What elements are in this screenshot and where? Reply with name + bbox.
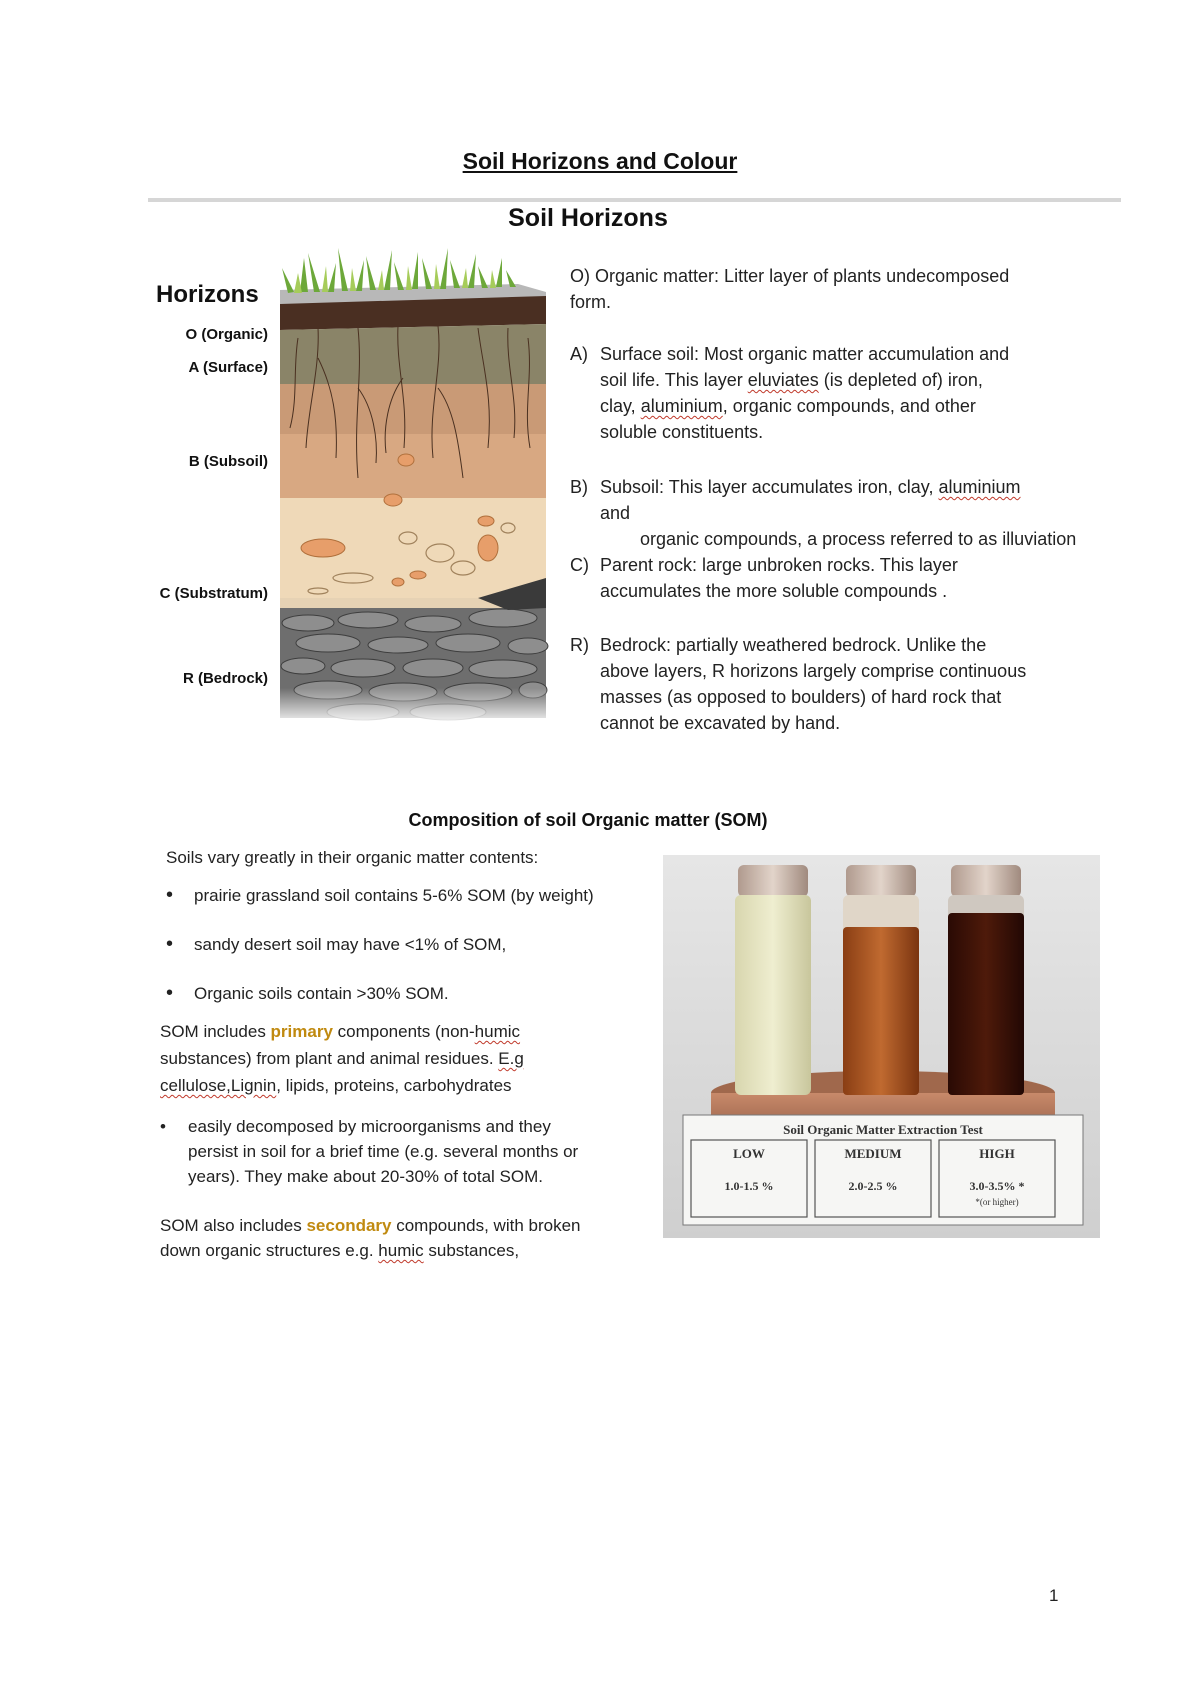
paragraph-text: components (non- xyxy=(332,1022,475,1041)
horizon-b-line: Subsoil: This layer accumulates iron, clay, xyxy=(600,477,939,497)
horizon-a-line: clay, xyxy=(600,396,641,416)
horizon-a-line: Surface soil: Most organic matter accumulation and xyxy=(600,344,1010,364)
level-value-high: 3.0-3.5% * xyxy=(969,1179,1025,1193)
label-r-horizon: R (Bedrock) xyxy=(182,670,268,687)
horizon-c-line: Parent rock: large unbroken rocks. This layer xyxy=(600,555,958,575)
som-primary-paragraph xyxy=(160,1018,660,1099)
card-title: Soil Organic Matter Extraction Test xyxy=(783,1122,983,1137)
section-title-soil-horizons: Soil Horizons xyxy=(508,204,668,232)
spellcheck-word: E.g xyxy=(498,1049,524,1068)
paragraph-text: substances, xyxy=(423,1241,520,1260)
list-item-text: Organic soils contain >30% SOM. xyxy=(194,984,449,1003)
horizon-b-line: and xyxy=(600,503,631,523)
horizon-b-marker: B) xyxy=(570,477,588,497)
highlight-primary: primary xyxy=(270,1022,333,1041)
horizon-b-desc xyxy=(600,474,1160,552)
horizon-r-line: above layers, R horizons largely comprise continuous xyxy=(600,661,1027,681)
label-b-horizon: B (Subsoil) xyxy=(188,453,268,470)
spellcheck-word: cellulose,Lignin xyxy=(160,1076,277,1095)
level-label-medium: MEDIUM xyxy=(844,1146,902,1161)
horizon-r-marker: R) xyxy=(570,635,589,655)
horizon-o-text: Organic matter: Litter layer of plants undecomposed xyxy=(595,266,1010,286)
horizon-a-line: (is depleted of) iron, xyxy=(818,370,983,390)
spellcheck-word: aluminium xyxy=(640,396,723,416)
bullet-icon: • xyxy=(166,884,174,906)
bullet-icon: • xyxy=(166,982,174,1004)
horizon-a-line: , organic compounds, and other xyxy=(722,396,976,416)
som-extraction-photo xyxy=(663,855,1100,1238)
label-o-horizon: O (Organic) xyxy=(185,326,268,343)
section-title-som: Composition of soil Organic matter (SOM) xyxy=(408,810,768,830)
horizon-r-desc xyxy=(600,632,1120,736)
list-item xyxy=(166,981,449,1006)
horizon-o-marker: O) xyxy=(570,266,590,286)
level-footnote: *(or higher) xyxy=(975,1197,1019,1207)
horizon-o-text-2: form. xyxy=(570,292,612,312)
horizon-c-marker: C) xyxy=(570,555,589,575)
horizon-r-line: cannot be excavated by hand. xyxy=(600,713,841,733)
list-item-text: prairie grassland soil contains 5-6% SOM (by weight) xyxy=(194,886,594,905)
level-label-high: HIGH xyxy=(979,1146,1015,1161)
spellcheck-word: eluviates xyxy=(747,370,819,390)
list-item-text: persist in soil for a brief time (e.g. several months or xyxy=(188,1142,579,1161)
bullet-icon: • xyxy=(166,933,174,955)
paragraph-text: substances) from plant and animal residues. xyxy=(160,1049,499,1068)
paragraph-text: , lipids, proteins, carbohydrates xyxy=(276,1076,512,1095)
list-item xyxy=(166,932,507,957)
list-item xyxy=(166,883,594,908)
horizon-a-marker: A) xyxy=(570,344,588,364)
document-title: Soil Horizons and Colour xyxy=(462,148,738,174)
page-number: 1 xyxy=(1049,1586,1059,1605)
paragraph-text: compounds, with broken xyxy=(391,1216,581,1235)
list-item-text: easily decomposed by microorganisms and they xyxy=(188,1117,551,1136)
list-item-text: sandy desert soil may have <1% of SOM, xyxy=(194,935,507,954)
horizon-a-desc xyxy=(600,341,1120,445)
label-c-horizon: C (Substratum) xyxy=(159,585,268,602)
paragraph-text: SOM includes xyxy=(160,1022,271,1041)
highlight-secondary: secondary xyxy=(306,1216,392,1235)
som-intro: Soils vary greatly in their organic matter contents: xyxy=(166,848,539,867)
horizontal-rule xyxy=(148,198,1121,202)
figure-heading: Horizons xyxy=(156,281,259,308)
soil-profile-illustration xyxy=(278,248,550,726)
horizon-c-desc xyxy=(600,552,1120,604)
horizon-r-line: masses (as opposed to boulders) of hard rock that xyxy=(600,687,1002,707)
paragraph-text: SOM also includes xyxy=(160,1216,307,1235)
spellcheck-word: humic xyxy=(378,1241,424,1260)
horizon-b-line: organic compounds, a process referred to as illuviation xyxy=(640,529,1077,549)
label-a-horizon: A (Surface) xyxy=(188,359,268,376)
som-secondary-paragraph xyxy=(160,1213,660,1263)
horizon-r-line: Bedrock: partially weathered bedrock. Unlike the xyxy=(600,635,987,655)
level-value-medium: 2.0-2.5 % xyxy=(848,1179,898,1193)
horizon-a-line: soil life. This layer xyxy=(600,370,748,390)
horizon-o-desc xyxy=(570,263,1130,315)
spellcheck-word: humic xyxy=(474,1022,521,1041)
bullet-icon: • xyxy=(160,1117,166,1136)
level-value-low: 1.0-1.5 % xyxy=(724,1179,774,1193)
spellcheck-word: aluminium xyxy=(938,477,1021,497)
horizon-a-line: soluble constituents. xyxy=(600,422,764,442)
horizon-c-line: accumulates the more soluble compounds . xyxy=(600,581,948,601)
level-label-low: LOW xyxy=(733,1146,765,1161)
list-item-text: years). They make about 20-30% of total SOM. xyxy=(188,1167,543,1186)
paragraph-text: down organic structures e.g. xyxy=(160,1241,379,1260)
